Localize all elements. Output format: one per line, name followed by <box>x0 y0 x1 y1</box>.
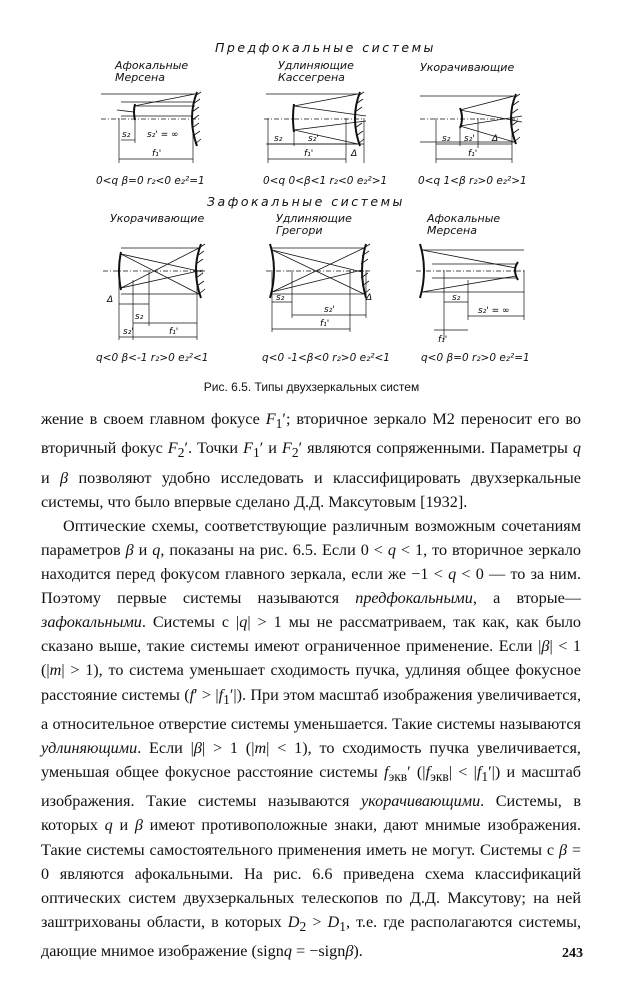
dim-label: s₂ <box>274 134 283 144</box>
panel-5-label <box>276 213 352 237</box>
dim-label: s₂ <box>122 130 131 140</box>
panel-4-conditions: q<0 β<-1 r₂>0 e₂²<1 <box>96 352 209 364</box>
dim-label: s₂ <box>442 134 451 144</box>
figure-title-postfocal: Зафокальные системы <box>207 194 405 209</box>
panel-1-diagram <box>97 88 207 168</box>
dim-label: Δ <box>351 149 358 159</box>
dim-label: Δ <box>107 295 114 305</box>
panel-5-conditions: q<0 -1<β<0 r₂>0 e₂²<1 <box>262 352 390 364</box>
dim-label: f₁' <box>152 149 162 159</box>
figure-caption: Рис. 6.5. Типы двухзеркальных систем <box>203 380 420 394</box>
panel-4-label-line1: Укорачивающие <box>110 212 205 225</box>
panel-2-label-line2: Кассегрена <box>278 71 345 84</box>
term-postfocal: зафокальными <box>41 613 142 632</box>
panel-6-label-line2: Мерсена <box>427 224 477 237</box>
panel-5-diagram <box>262 240 377 340</box>
dim-label: Δ <box>492 134 499 144</box>
panel-6-label <box>427 213 500 237</box>
body-text <box>41 407 581 963</box>
panel-3-diagram <box>416 88 526 173</box>
dim-label: f₁' <box>320 319 330 329</box>
dim-label: s₂ <box>452 293 461 303</box>
figure-title-prefocal: Предфокальные системы <box>215 40 436 55</box>
dim-label: s₂ <box>276 293 285 303</box>
dim-label: s₂' = ∞ <box>147 130 179 140</box>
panel-1-label-line2: Мерсена <box>115 71 165 84</box>
panel-5-label-line2: Грегори <box>276 224 323 237</box>
panel-1-label <box>115 60 188 84</box>
paragraph-2: Оптические схемы, соответствующие различным возможным сочетаниям параметров β и q, показаны на рис. 6.5. Если 0 < q < 1, то вторичное зеркало находится перед фокусом главного зеркала, если же −1 < q < 0 — то за ним. Поэтому первые системы называются предфокальными, а вторые—зафокальными. Системы с |q| > 1 мы не рассматриваем, так как, как было сказано выше, такие системы имеют ограниченное применение. Если |β| < 1 (|m| > 1), то система уменьшает сходимость пучка, удлиняя общее фокусное расстояние системы $(f' > |f_1'|)$. При этом масштаб изображения увеличивается, а относительное отверстие системы уменьшается. Такие системы называются удлиняющими. Если |β| > 1 (|m| < 1), то сходимость пучка увеличивается, уменьшая общее фокусное расстояние системы $f_{экв}'$ $(|f_{экв}| < |f_1'|)$ и масштаб изображения. Такие системы называются укорачивающими. Системы, в которых q и β имеют противоположные знаки, дают мнимые изображения. Такие системы самостоятельного применения иметь не могут. Системы с β = 0 являются афокальными. На рис. 6.6 приведена схема классификаций оптических систем двухзеркальных телескопов по Д.Д. Максутову; на ней заштрихованы области, в которых $D_2 > D_1$, т.е. где располагаются системы, дающие мнимое изображение (signq = −signβ). <box>41 516 582 961</box>
panel-2-diagram <box>260 88 370 173</box>
ray-paths <box>101 94 195 116</box>
mirror-hatching <box>355 92 364 144</box>
paragraph-1: жение в своем главном фокусе $F_1'$; вторичное зеркало М2 переносит его во вторичный фокус $F_2'$. Точки $F_1'$ и $F_2'$ являются сопряженными. Параметры q и β позволяют удобно исследовать и классифицировать двухзеркальные системы, что было впервые сделано Д.Д. Максутовым [1932]. <box>41 410 582 511</box>
dim-label: s₂' <box>464 134 475 144</box>
panel-6-label-line1: Афокальные <box>427 212 501 225</box>
panel-5-label-line1: Удлиняющие <box>276 212 352 225</box>
panel-2-conditions: 0<q 0<β<1 r₂<0 e₂²>1 <box>263 175 388 187</box>
mirror-hatching <box>192 92 201 144</box>
dim-label: s₂ <box>135 312 144 322</box>
dim-label: s₂' <box>324 305 335 315</box>
term-prefocal: предфокальными <box>355 589 473 608</box>
secondary-mirror <box>293 104 294 132</box>
dim-label: s₂' = ∞ <box>478 306 510 316</box>
panel-3-conditions: 0<q 1<β r₂>0 e₂²>1 <box>418 175 527 187</box>
secondary-mirror <box>134 104 135 120</box>
dim-label: s₂' <box>308 134 319 144</box>
dim-label: f₁' <box>304 149 314 159</box>
panel-1-label-line1: Афокальные <box>115 59 189 72</box>
term-lengthening: удлиняющими <box>41 738 138 757</box>
page-number: 243 <box>562 946 583 961</box>
dim-label: f₁' <box>438 335 448 345</box>
dim-label: f₁' <box>169 327 179 337</box>
dim-label: f₁' <box>468 149 478 159</box>
panel-3-label-line1: Укорачивающие <box>420 61 515 74</box>
panel-4-label <box>110 213 204 225</box>
dim-label: s₂' <box>123 327 134 337</box>
panel-2-label <box>278 60 354 84</box>
panel-1-conditions: 0<q β=0 r₂<0 e₂²=1 <box>96 175 205 187</box>
panel-6-conditions: q<0 β=0 r₂>0 e₂²=1 <box>421 352 530 364</box>
dim-label: Δ <box>366 293 373 303</box>
panel-6-diagram <box>412 240 530 350</box>
term-shortening: укорачивающими <box>360 792 481 811</box>
secondary-mirror <box>460 108 462 128</box>
panel-3-label <box>420 62 514 74</box>
panel-4-diagram <box>97 240 212 350</box>
panel-2-label-line1: Удлиняющие <box>278 59 354 72</box>
